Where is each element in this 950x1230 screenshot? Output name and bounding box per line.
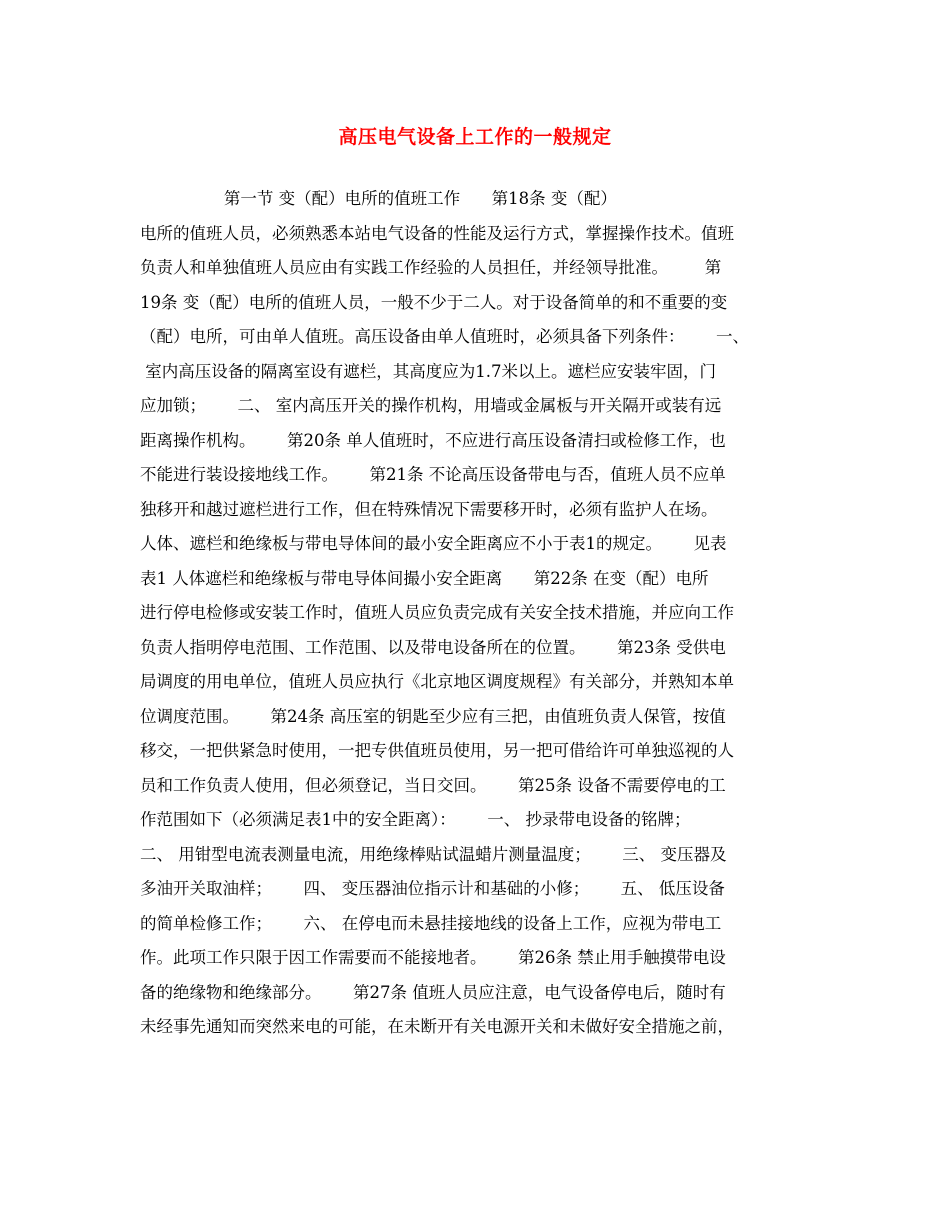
text-line: 负责人指明停电范围、工作范围、以及带电设备所在的位置。 第23条 受供电 [140, 637, 726, 657]
text-line: 二、 用钳型电流表测量电流，用绝缘棒贴试温蜡片测量温度； 三、 变压器及 [140, 844, 727, 864]
text-line: 多油开关取油样； 四、 变压器油位指示计和基础的小修； 五、 低压设备 [140, 879, 725, 898]
document-title: 高压电气设备上工作的一般规定 [338, 126, 612, 148]
text-line: 作。此项工作只限于因工作需要而不能接地者。 第26条 禁止用手触摸带电设 [140, 948, 726, 967]
text-line: 第一节 变（配）电所的值班工作 第18条 变（配） [140, 189, 617, 208]
text-line: 独移开和越过遮栏进行工作，但在特殊情况下需要移开时，必须有监护人在场。 [140, 499, 718, 519]
text-line: 室内高压设备的隔离室设有遮栏，其高度应为1.7米以上。遮栏应安装牢固，门 [140, 361, 716, 381]
text-line: 未经事先通知而突然来电的可能，在未断开有关电源开关和未做好安全措施之前， [140, 1017, 734, 1036]
text-line: 移交，一把供紧急时使用，一把专供值班员使用，另一把可借给许可单独巡视的人 [140, 741, 734, 760]
text-line: 表1 人体遮栏和绝缘板与带电导体间撮小安全距离 第22条 在变（配）电所 [140, 568, 709, 588]
text-line: 局调度的用电单位，值班人员应执行《北京地区调度规程》有关部分，并熟知本单 [140, 672, 734, 691]
text-line: 人体、遮栏和绝缘板与带电导体间的最小安全距离应不小于表1的规定。 见表 [140, 534, 727, 553]
text-line: 电所的值班人员，必须熟悉本站电气设备的性能及运行方式，掌握操作技术。值班 [140, 223, 734, 243]
document-body [140, 182, 820, 1045]
text-line: 进行停电检修或安装工作时，值班人员应负责完成有关安全技术措施，并应向工作 [140, 603, 734, 622]
text-line: 负责人和单独值班人员应由有实践工作经验的人员担任，并经领导批准。 第 [140, 258, 722, 277]
text-line: 备的绝缘物和绝缘部分。 第27条 值班人员应注意，电气设备停电后，随时有 [140, 982, 726, 1002]
text-line: 员和工作负责人使用，但必须登记，当日交回。 第25条 设备不需要停电的工 [140, 775, 726, 795]
text-line: 应加锁； 二、 室内高压开关的操作机构，用墙或金属板与开关隔开或装有远 [140, 396, 722, 415]
text-line: 19条 变（配）电所的值班人员，一般不少于二人。对于设备简单的和不重要的变 [140, 292, 728, 312]
text-line: 不能进行装设接地线工作。 第21条 不论高压设备带电与否，值班人员不应单 [140, 465, 726, 484]
text-line: 的简单检修工作； 六、 在停电而未悬挂接地线的设备上工作，应视为带电工 [140, 913, 722, 933]
text-line: 距离操作机构。 第20条 单人值班时，不应进行高压设备清扫或检修工作，也 [140, 430, 726, 450]
text-line: （配）电所，可由单人值班。高压设备由单人值班时，必须具备下列条件： 一、 [140, 327, 749, 346]
text-line: 位调度范围。 第24条 高压室的钥匙至少应有三把，由值班负责人保管，按值 [140, 706, 726, 726]
text-line: 作范围如下（必须满足表1中的安全距离）： 一、 抄录带电设备的铭牌； [140, 810, 691, 829]
